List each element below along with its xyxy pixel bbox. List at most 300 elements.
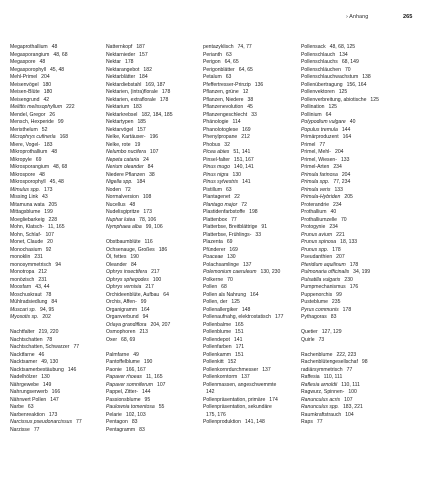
index-entry: [106, 359, 202, 367]
entry-term: Nacktsamer: [10, 359, 38, 365]
index-entry: [301, 179, 413, 187]
index-entry: [203, 119, 299, 127]
index-entry: [106, 59, 202, 67]
entry-pages: 22: [234, 194, 240, 200]
index-entry: [203, 239, 299, 247]
index-entry: [203, 382, 299, 390]
index-entry: [301, 67, 413, 75]
index-entry: [10, 307, 106, 315]
entry-pages: 116: [144, 239, 153, 245]
entry-term: Platterbse, Frühlings-: [203, 231, 252, 238]
entry-pages: 48: [51, 149, 58, 155]
entry-pages: 48: [129, 201, 136, 208]
entry-pages: 92: [45, 246, 52, 253]
entry-term: Nährwert Pollen: [10, 396, 47, 403]
entry-pages: 221: [336, 231, 345, 238]
entry-pages: 204: [341, 171, 351, 178]
entry-term: Perigonblätter: [203, 66, 235, 73]
index-entry: [203, 97, 299, 105]
entry-term: Pollenblume: [203, 329, 232, 335]
entry-term: Primel, Wiesen-: [301, 156, 337, 163]
entry-pages: 202: [42, 314, 51, 320]
index-entry: [106, 82, 202, 90]
entry-term: Obstbaumblüte: [106, 239, 141, 245]
index-entry: [203, 412, 299, 420]
index-entry: [106, 322, 202, 330]
entry-term: Nektartypen: [106, 119, 134, 125]
entry-term: Pollendepot: [203, 336, 230, 343]
entry-term: Normalversion: [106, 194, 139, 200]
entry-term: Nektarangebot: [106, 66, 140, 73]
entry-pages: 83: [330, 314, 337, 320]
index-entry: [10, 202, 106, 210]
index-entry: [301, 374, 413, 382]
entry-term: Oleander: [106, 261, 127, 268]
entry-term: Pollination: [301, 104, 325, 110]
entry-term: Pulsatilla vulgaris: [301, 276, 341, 283]
index-entry: [10, 172, 106, 180]
entry-term: Organverbund: [106, 314, 139, 320]
entry-term: Pollenpräsentation, sekundäre: [203, 404, 272, 410]
index-entry: [301, 404, 413, 412]
entry-pages: 213: [139, 329, 148, 335]
index-entry: [203, 187, 299, 195]
entry-pages: 171: [235, 344, 245, 350]
entry-term: Nahrungserwerb: [10, 389, 48, 395]
entry-pages: 205: [48, 201, 58, 208]
entry-pages: 49, 130: [41, 359, 59, 365]
entry-term: Niedere Pflanzen: [106, 171, 146, 178]
index-entry: [301, 142, 413, 150]
index-entry: [10, 232, 106, 240]
entry-pages: 178: [159, 96, 169, 103]
entry-pages: 64: [163, 291, 169, 298]
entry-pages: 84: [130, 261, 137, 268]
entry-pages: 98: [361, 359, 368, 365]
entry-term: Nektardiebstahl: [106, 81, 142, 88]
entry-pages: 48, 68: [53, 164, 68, 170]
entry-pages: 164: [250, 291, 259, 298]
index-entry: [106, 67, 202, 75]
entry-pages: 45, 48: [49, 179, 64, 185]
index-entry: [106, 187, 202, 195]
entry-term: Primula farinosa: [301, 171, 338, 178]
entry-term: Quetier: [301, 329, 318, 335]
letter-gap: [106, 344, 202, 352]
entry-term: Pollenvektoren: [301, 89, 335, 95]
entry-pages: 138: [362, 74, 371, 80]
entry-pages: 136: [254, 81, 264, 88]
entry-term: Microphrys cufinerla: [10, 134, 56, 140]
index-entry: [10, 292, 106, 300]
entry-term: Pfeffertresser-Prinzip: [203, 81, 251, 88]
index-entry: [203, 277, 299, 285]
entry-pages: 137: [242, 261, 252, 268]
index-entry: [203, 284, 299, 292]
entry-term: Pollinium: [301, 111, 322, 118]
entry-term: monoklin: [10, 254, 31, 260]
entry-term: Pinus nigra: [203, 171, 229, 178]
entry-term: Papaver rhoeas: [106, 374, 142, 380]
entry-term: Primula spp.: [301, 179, 330, 185]
entry-term: Meisenvögel: [10, 81, 39, 88]
entry-term: Raffesia: [301, 374, 320, 380]
entry-term: Myosotis sp.: [10, 314, 39, 320]
index-entry: [10, 74, 106, 82]
entry-pages: 72: [125, 186, 131, 193]
entry-pages: 134: [339, 51, 348, 58]
entry-pages: 77: [231, 216, 237, 223]
entry-pages: 78: [45, 291, 52, 298]
entry-term: radiärsymmetrisch: [301, 366, 343, 373]
entry-pages: 217: [151, 269, 160, 275]
entry-term: Polypodium vulgare: [301, 119, 346, 125]
entry-pages: 34, 199: [353, 269, 371, 275]
entry-term: Nymphaea alba: [106, 224, 142, 230]
index-entry: [10, 44, 106, 52]
entry-term: Prunus spp.: [301, 246, 329, 253]
index-entry: [301, 104, 413, 112]
entry-pages: 178: [161, 89, 171, 95]
index-entry: [106, 382, 202, 390]
entry-term: Primel, Mehl-: [301, 149, 332, 155]
entry-pages: 73: [318, 336, 325, 343]
entry-term: Osmophoren: [106, 329, 136, 335]
entry-pages: 69: [35, 156, 42, 163]
entry-term: pentazyklisch: [203, 44, 234, 50]
entry-term: Prothalliumzelle: [301, 216, 337, 223]
index-entry: [301, 397, 413, 405]
index-entry: [203, 262, 299, 270]
index-entry: [301, 59, 413, 67]
entry-term: Nelke, Kartäuser-: [106, 134, 146, 140]
index-entry: [106, 209, 202, 217]
index-entry: [10, 374, 106, 382]
entry-term: Noden: [106, 186, 122, 193]
index-entry: [301, 314, 413, 322]
entry-term: Nadelhölzer: [10, 374, 38, 380]
entry-term: Plantago major: [203, 201, 238, 208]
entry-pages: 77: [76, 419, 82, 425]
entry-pages: 99: [140, 299, 147, 305]
entry-pages: 77: [316, 419, 323, 425]
entry-term: Pollenkornrdurchmesser: [203, 366, 259, 373]
index-entry: [106, 427, 202, 435]
index-entry: [301, 232, 413, 240]
entry-pages: 133: [334, 186, 343, 193]
index-entry: [106, 142, 202, 150]
entry-term: Primärproduzent: [301, 134, 339, 140]
entry-term: Pfünderer: [203, 246, 226, 253]
entry-pages: 64, 65: [238, 66, 253, 73]
entry-pages: 68: [221, 284, 227, 290]
index-entry: [106, 164, 202, 172]
index-columns: [10, 44, 428, 470]
entry-pages: 207: [336, 254, 345, 260]
entry-pages: 125: [328, 104, 338, 110]
entry-term: Natternkopf: [106, 44, 133, 50]
index-entry: [10, 352, 106, 360]
entry-term: Pflanzen, Niedere: [203, 96, 244, 103]
entry-pages: 130: [41, 374, 50, 380]
index-entry: [10, 382, 106, 390]
entry-term: Pollenübertragung: [301, 81, 343, 88]
entry-term: Pollenpräsentation, primäre: [203, 396, 266, 403]
index-entry: [10, 367, 106, 375]
entry-term: Phobus: [203, 141, 221, 148]
entry-pages: 45, 48: [49, 66, 65, 73]
entry-term: Petalum: [203, 74, 222, 80]
entry-term: Narbenreaktion: [10, 411, 45, 418]
index-entry: [301, 419, 413, 427]
entry-pages: 180: [42, 81, 52, 88]
running-title: › Anhang: [346, 14, 369, 20]
index-entry: [10, 112, 106, 120]
index-entry: [203, 359, 299, 367]
entry-term: Pusteblume: [301, 299, 328, 305]
letter-gap: [106, 232, 202, 240]
entry-term: Protogynie: [301, 224, 326, 230]
entry-pages: 46: [38, 351, 45, 358]
entry-term: Pollenaufnahg, elektrostatisch: [203, 314, 271, 320]
entry-pages: 204: [41, 74, 50, 80]
entry-term: Nektarvögel: [106, 126, 134, 133]
entry-pages: 51, 141: [233, 149, 251, 155]
entry-pages: 99: [57, 119, 64, 125]
entry-pages: 183: [44, 141, 53, 148]
entry-pages: 130: [232, 171, 241, 178]
index-entry: [10, 164, 106, 172]
entry-term: Pantoffelblume: [106, 359, 140, 365]
entry-pages: 173: [143, 209, 152, 215]
entry-pages: 149: [42, 381, 52, 388]
entry-term: Nektarblätter: [106, 74, 136, 80]
entry-term: Pelarie: [106, 411, 122, 418]
entry-pages: 231: [38, 276, 47, 283]
index-entry: [301, 247, 413, 255]
index-entry: [10, 269, 106, 277]
entry-term: Pflanzen, grüne: [203, 89, 239, 95]
entry-pages: 107: [344, 396, 353, 403]
index-entry: [203, 292, 299, 300]
entry-pages: 178: [125, 59, 134, 65]
entry-term: Missing Link: [10, 194, 39, 200]
index-entry: [106, 269, 202, 277]
index-entry: [106, 254, 202, 262]
entry-term: Nektarien, extraflorale: [106, 96, 156, 103]
index-entry: [10, 412, 106, 420]
entry-pages: 63: [225, 51, 232, 58]
entry-pages: 94: [55, 261, 61, 268]
entry-pages: 99: [336, 291, 342, 298]
entry-pages: 74, 77: [237, 44, 252, 50]
entry-term: Plantagenet: [203, 194, 231, 200]
entry-term: Primel-Arten: [301, 164, 330, 170]
entry-pages: 165: [235, 321, 244, 328]
index-entry: [301, 149, 413, 157]
entry-term: Pappel, Zitter-: [106, 389, 138, 395]
entry-term: Raflesia arnoldii: [301, 381, 338, 388]
entry-pages: 144: [341, 126, 351, 133]
entry-term: Organigramm: [106, 306, 138, 313]
entry-term: Nektarien, (intra)florale: [106, 89, 158, 95]
entry-term: Passionsblume: [106, 396, 141, 403]
index-entry: [203, 74, 299, 82]
entry-pages: 20: [47, 239, 53, 245]
index-entry: [203, 134, 299, 142]
entry-term: Rachenblume: [301, 351, 333, 358]
index-entry: [10, 157, 106, 165]
entry-term: Moegliebarkeig: [10, 216, 45, 223]
index-entry: [301, 262, 413, 270]
entry-pages: 52: [41, 126, 48, 133]
entry-pages: 140, 141: [233, 164, 254, 170]
entry-pages: 151, 167: [233, 156, 254, 163]
entry-term: Quirle: [301, 336, 315, 343]
entry-term: Mittagsblume: [10, 209, 41, 215]
index-entry: [106, 202, 202, 210]
index-entry: [10, 314, 106, 322]
index-entry: [10, 149, 106, 157]
entry-term: Meisen-Blüte: [10, 89, 40, 95]
entry-pages: 70: [344, 66, 351, 73]
entry-pages: 84: [51, 299, 58, 305]
entry-term: Nektarium: [106, 104, 130, 110]
index-entry: [10, 209, 106, 217]
index-entry: [10, 247, 106, 255]
entry-pages: 110, 111: [341, 381, 360, 388]
entry-pages: 137: [262, 366, 271, 373]
index-entry: [301, 194, 413, 202]
entry-pages: 235: [331, 299, 341, 305]
index-entry: [203, 142, 299, 150]
entry-term: Pollenfarben: [203, 344, 232, 350]
entry-term: Megaprothallium: [10, 44, 48, 50]
index-column-3: [203, 44, 299, 427]
entry-pages: 77: [33, 426, 40, 433]
entry-term: Nachtschatten, Schwarzer: [10, 344, 70, 350]
entry-pages: 217: [145, 284, 154, 290]
entry-pages: 177: [274, 314, 284, 320]
entry-term: Prothallium: [301, 209, 327, 215]
entry-term: Miere, Vogel-: [10, 141, 41, 148]
index-entry: [301, 217, 413, 225]
index-entry: [301, 89, 413, 97]
index-entry: [301, 157, 413, 165]
entry-term: Moosfarn: [10, 284, 32, 290]
entry-pages: 84: [147, 164, 154, 170]
index-entry: [203, 269, 299, 277]
entry-term: Pflanzenevolution: [203, 104, 244, 110]
entry-term: Pollenschläuchen: [301, 66, 341, 73]
index-entry: [10, 389, 106, 397]
entry-term: Narbe: [10, 404, 24, 410]
entry-pages: 152: [227, 359, 237, 365]
entry-term: Monet, Claude: [10, 239, 44, 245]
index-entry: [106, 352, 202, 360]
entry-pages: 125: [370, 96, 379, 103]
index-entry: [203, 389, 299, 397]
entry-pages: 69: [226, 239, 233, 245]
entry-pages: 141: [242, 179, 251, 185]
entry-term: Raumkraftstrauch: [301, 411, 342, 418]
index-entry: [203, 157, 299, 165]
index-entry: [106, 224, 202, 232]
entry-pages: 94: [142, 314, 149, 320]
index-entry: [301, 307, 413, 315]
index-entry: [106, 337, 202, 345]
index-entry: [301, 359, 413, 367]
entry-term: Plattenbox: [203, 216, 228, 223]
entry-pages: 204, 207: [150, 321, 171, 328]
index-entry: [10, 419, 106, 427]
entry-term: Mikroprothallium: [10, 149, 48, 155]
entry-pages: 38: [149, 171, 155, 178]
index-entry: [106, 52, 202, 60]
entry-term: Ragwurz, Spinnen-: [301, 389, 345, 395]
entry-pages: 49: [133, 351, 139, 358]
index-entry: [301, 202, 413, 210]
index-entry: [106, 374, 202, 382]
entry-pages: 99, 106: [145, 224, 163, 230]
entry-pages: 196: [149, 134, 159, 140]
index-entry: [203, 322, 299, 330]
entry-pages: 77: [319, 141, 326, 148]
index-entry: [10, 82, 106, 90]
entry-term: Mendel, Gregor: [10, 111, 46, 118]
index-entry: [203, 44, 299, 52]
entry-term: Ophrys insectifera: [106, 269, 148, 275]
entry-pages: 151: [235, 329, 244, 335]
index-entry: [203, 224, 299, 232]
entry-term: Orlaya grandiflora: [106, 321, 147, 328]
index-entry: [10, 344, 106, 352]
entry-term: Nacktfarne: [10, 351, 35, 358]
entry-pages: 133: [340, 156, 350, 163]
index-entry: [301, 389, 413, 397]
entry-pages: 77: [73, 344, 80, 350]
index-entry: [106, 74, 202, 82]
entry-pages: 55: [158, 404, 165, 410]
entry-pages: 83: [131, 419, 138, 425]
entry-pages: 185: [137, 119, 146, 125]
entry-pages: 157: [139, 51, 148, 58]
entry-pages: 107: [45, 231, 54, 238]
letter-gap: [301, 344, 413, 352]
entry-pages: 164: [342, 134, 352, 140]
index-entry: [203, 344, 299, 352]
entry-pages: 199: [44, 209, 53, 215]
entry-term: Papaver somniferum: [106, 381, 153, 388]
entry-term: Mikrospore: [10, 171, 36, 178]
entry-term: Pollenschlauch: [301, 51, 336, 58]
entry-pages: 32: [224, 141, 230, 148]
entry-term: Pollen, der: [203, 299, 228, 305]
index-entry: [203, 299, 299, 307]
index-entry: [301, 284, 413, 292]
index-entry: [203, 104, 299, 112]
entry-term: Oxer: [106, 336, 118, 343]
entry-pages: 95: [144, 396, 151, 403]
entry-pages: 187: [136, 44, 145, 50]
entry-term: Pentagramm: [106, 426, 136, 433]
entry-pages: 11, 165: [145, 374, 163, 380]
index-entry: [10, 404, 106, 412]
index-entry: [10, 277, 106, 285]
index-entry: [106, 389, 202, 397]
entry-pages: 94, 95: [40, 306, 55, 313]
entry-term: Nektarkrebsel: [106, 111, 138, 118]
